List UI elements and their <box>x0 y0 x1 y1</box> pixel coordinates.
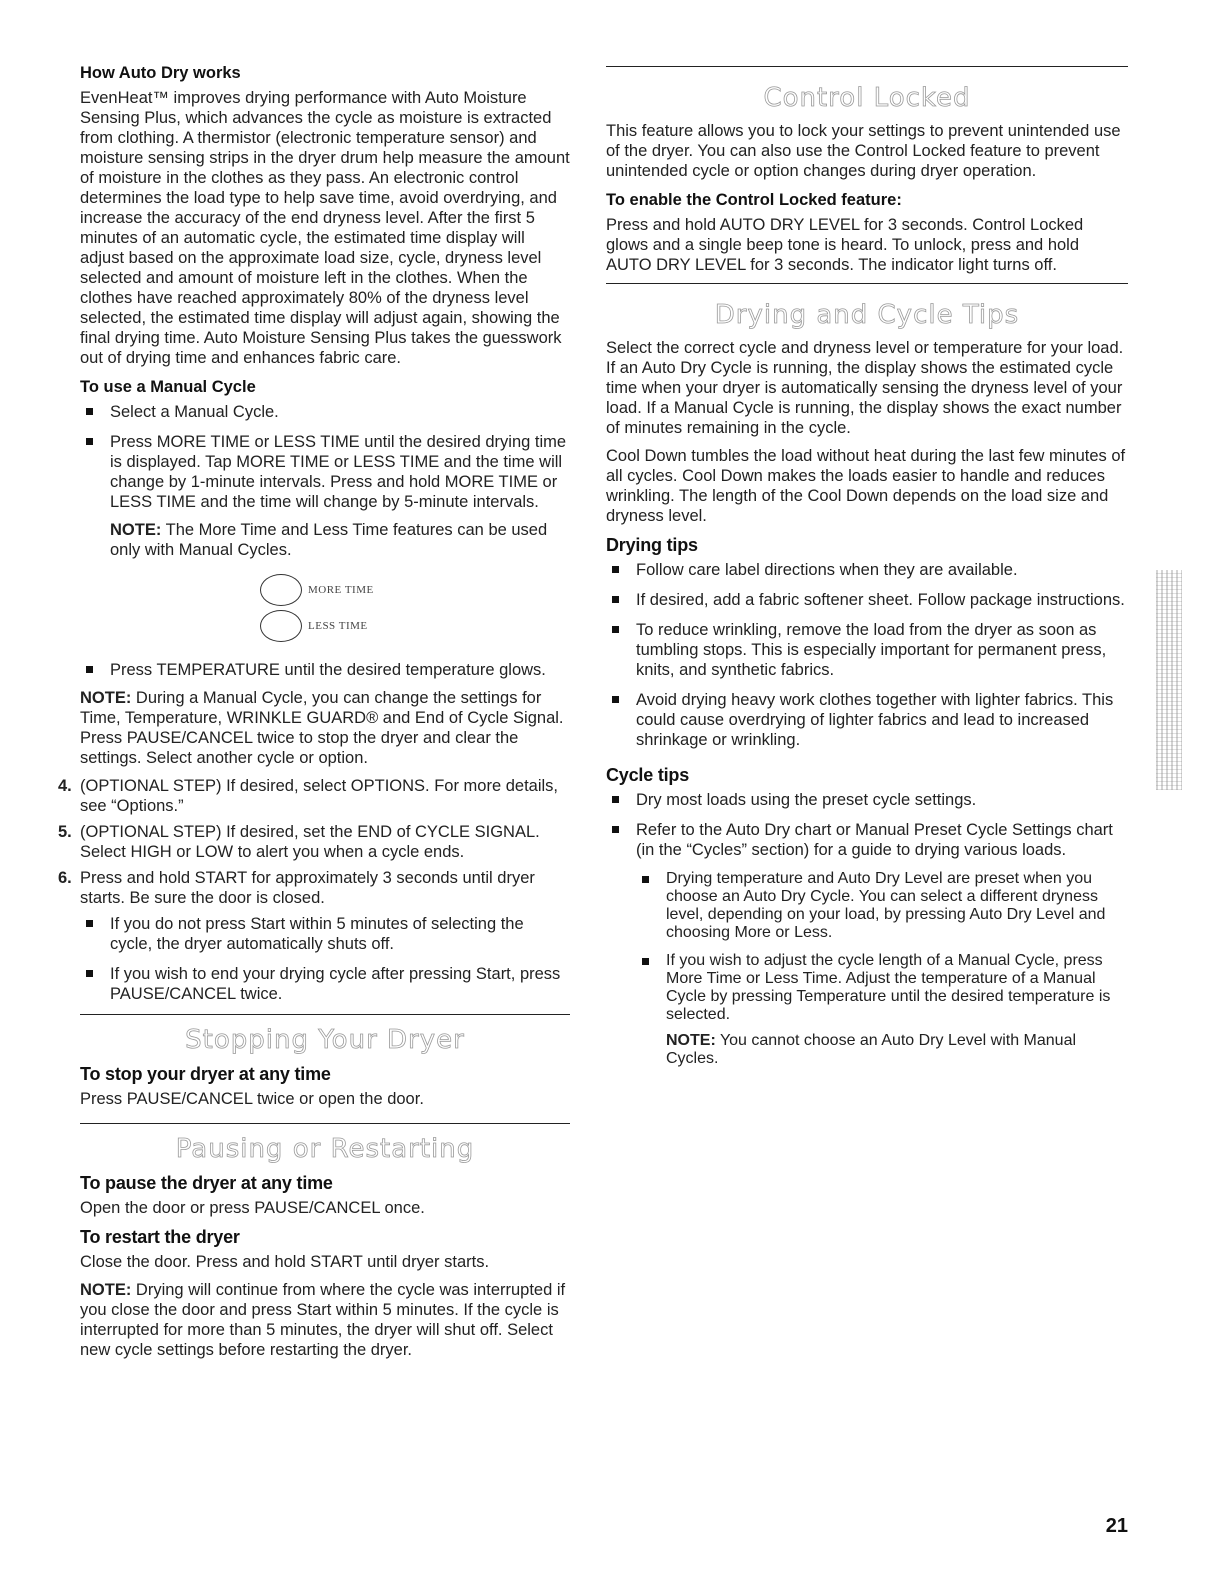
note-text: Drying will continue from where the cycle was interrupted if you close the door and press Start within 5 minutes. If the cycle is interrupted for more than 5 minutes, the dryer will shut off. Select new cycle settings before restarting the dryer. <box>80 1281 566 1359</box>
restart-heading: To restart the dryer <box>80 1227 240 1247</box>
manual-cycle-list <box>80 402 570 512</box>
drying-tips-list <box>606 560 1128 750</box>
divider <box>606 283 1128 284</box>
step-number: 4. <box>58 777 72 795</box>
cycle-tips-heading: Cycle tips <box>606 765 690 785</box>
nested-tips-list <box>636 870 1128 1024</box>
nested-tips-container <box>606 870 1128 1068</box>
list-item-text: Press MORE TIME or LESS TIME until the desired drying time is displayed. Tap MORE TIME or LESS TIME and the time will change by 1-minute intervals. Press and hold MORE TIME or LESS TIME and the time will change by 5-minute intervals. <box>110 433 567 511</box>
stopping-section-title: Stopping Your Dryer <box>185 1025 465 1055</box>
list-item: Dry most loads using the preset cycle settings. <box>606 790 1128 810</box>
note-text: During a Manual Cycle, you can change the settings for Time, Temperature, WRINKLE GUARD® and End of Cycle Signal. Press PAUSE/CANCEL twice to stop the dryer and clear the settings. Select another cycle or option. <box>80 689 564 767</box>
step-item <box>58 868 570 908</box>
step-number: 6. <box>58 869 72 887</box>
step-text: (OPTIONAL STEP) If desired, select OPTIONS. For more details, see “Options.” <box>80 777 559 815</box>
control-locked-body: This feature allows you to lock your settings to prevent unintended use of the dryer. You can also use the Control Locked feature to prevent unintended cycle or option changes during dryer operation. <box>606 122 1121 180</box>
steps-list <box>58 776 570 908</box>
less-time-label: LESS TIME <box>308 620 368 632</box>
note-label: NOTE: <box>80 1281 132 1299</box>
step-text: (OPTIONAL STEP) If desired, set the END of CYCLE SIGNAL. Select HIGH or LOW to alert you when a cycle ends. <box>80 823 540 861</box>
restart-body: Close the door. Press and hold START until dryer starts. <box>80 1253 490 1271</box>
note-text: You cannot choose an Auto Dry Level with Manual Cycles. <box>666 1032 1077 1067</box>
list-item: If you do not press Start within 5 minutes of selecting the cycle, the dryer automatically shuts off. <box>80 914 570 954</box>
tips-body-1: Select the correct cycle and dryness level or temperature for your load. If an Auto Dry Cycle is running, the display shows the estimated cycle time when your dryer is automatically sensing the dryness level of your load. If a Manual Cycle is running, the display shows the exact number of minutes remaining in the cycle. <box>606 339 1124 437</box>
list-item: Follow care label directions when they are available. <box>606 560 1128 580</box>
step-item <box>58 822 570 862</box>
list-item: To reduce wrinkling, remove the load from the dryer as soon as tumbling stops. This is especially important for permanent press, knits, and synthetic fabrics. <box>606 620 1128 680</box>
drying-tips-title: Drying and Cycle Tips <box>714 300 1020 330</box>
note-auto-dry-level <box>636 1032 1128 1068</box>
note-restart <box>80 1280 570 1360</box>
tips-body-2: Cool Down tumbles the load without heat during the last few minutes of all cycles. Cool Down makes the loads easier to handle and reduces wrinkling. The length of the Cool Down depends on the load size and dryness level. <box>606 447 1126 525</box>
list-item <box>80 432 570 512</box>
note-label: NOTE: <box>666 1032 716 1049</box>
cycle-tips-list <box>606 790 1128 860</box>
divider <box>606 66 1128 67</box>
pause-heading: To pause the dryer at any time <box>80 1173 333 1193</box>
less-time-button-icon <box>260 610 302 642</box>
stop-body: Press PAUSE/CANCEL twice or open the door. <box>80 1090 424 1108</box>
side-language-tab <box>1156 570 1182 790</box>
list-item: Avoid drying heavy work clothes together with lighter fabrics. This could cause overdrying of lighter fabrics and lead to increased shrinkage or wrinkling. <box>606 690 1128 750</box>
note-label: NOTE: <box>80 689 132 707</box>
list-item: Refer to the Auto Dry chart or Manual Preset Cycle Settings chart (in the “Cycles” section) for a guide to drying various loads. <box>606 820 1128 860</box>
note-label: NOTE: <box>110 521 162 539</box>
note-manual-cycle <box>80 688 570 768</box>
stop-heading: To stop your dryer at any time <box>80 1064 331 1084</box>
auto-dry-body: EvenHeat™ improves drying performance with Auto Moisture Sensing Plus, which advances the cycle as moisture is extracted from clothing. A thermistor (electronic temperature sensor) and moisture sensing strips in the dryer drum help measure the amount of moisture in the clothes as they pass. An electronic control determines the load type to help save time, avoid overdrying, and increase the accuracy of the end dryness level. After the first 5 minutes of an automatic cycle, the estimated time display will adjust based on the approximate load size, cycle, dryness level selected and amount of moisture left in the clothes. When the clothes have reached approximately 80% of the dryness level selected, the estimated time display will adjust again, showing the final drying time. Auto Moisture Sensing Plus takes the guesswork out of drying time and enhances fabric care. <box>80 89 570 367</box>
pausing-section-title: Pausing or Restarting <box>175 1134 475 1164</box>
list-item: If you wish to end your drying cycle after pressing Start, press PAUSE/CANCEL twice. <box>80 964 570 1004</box>
manual-cycle-heading: To use a Manual Cycle <box>80 378 256 396</box>
list-item: Drying temperature and Auto Dry Level are preset when you choose an Auto Dry Cycle. You can select a different dryness level, depending on your load, by pressing Auto Dry Level and choosing More or Less. <box>636 870 1128 942</box>
control-locked-title: Control Locked <box>763 83 971 113</box>
step-text: Press and hold START for approximately 3 seconds until dryer starts. Be sure the door is closed. <box>80 869 535 907</box>
time-buttons-diagram <box>80 574 570 652</box>
start-notes-list <box>80 914 570 1004</box>
note-text: The More Time and Less Time features can be used only with Manual Cycles. <box>110 521 548 559</box>
right-column <box>606 66 1128 1076</box>
list-item: Select a Manual Cycle. <box>80 402 570 422</box>
page-number: 21 <box>1105 1515 1128 1537</box>
list-item: If you wish to adjust the cycle length of a Manual Cycle, press More Time or Less Time. Adjust the temperature of a Manual Cycle by pressing Temperature until the desired temperature is selected. <box>636 952 1128 1024</box>
list-item: If desired, add a fabric softener sheet. Follow package instructions. <box>606 590 1128 610</box>
more-time-label: MORE TIME <box>308 584 374 596</box>
list-item: Press TEMPERATURE until the desired temperature glows. <box>80 660 570 680</box>
enable-heading: To enable the Control Locked feature: <box>606 191 902 209</box>
note-more-less <box>80 520 570 560</box>
drying-tips-heading: Drying tips <box>606 535 698 555</box>
enable-body: Press and hold AUTO DRY LEVEL for 3 seconds. Control Locked glows and a single beep tone is heard. To unlock, press and hold AUTO DRY LEVEL for 3 seconds. The indicator light turns off. <box>606 216 1084 274</box>
divider <box>80 1123 570 1124</box>
left-column <box>58 60 570 1368</box>
pause-body: Open the door or press PAUSE/CANCEL once. <box>80 1199 425 1217</box>
divider <box>80 1014 570 1015</box>
step-item <box>58 776 570 816</box>
more-time-button-icon <box>260 574 302 606</box>
auto-dry-heading: How Auto Dry works <box>80 64 241 82</box>
temperature-list <box>80 660 570 680</box>
step-number: 5. <box>58 823 72 841</box>
